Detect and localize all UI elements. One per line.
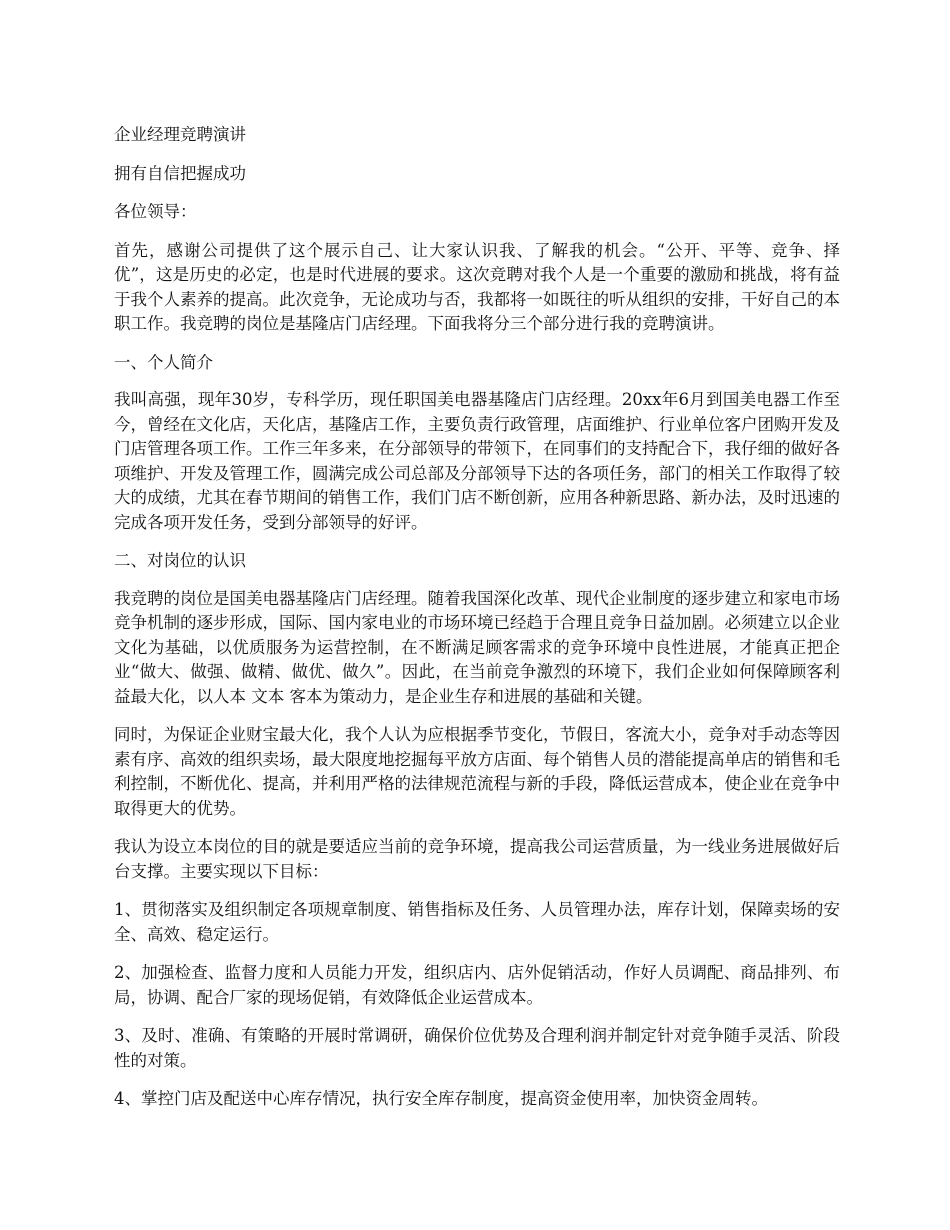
section-heading-position-understanding: 二、对岗位的认识: [114, 551, 246, 570]
personal-profile-paragraph: 我叫高强，现年30岁，专科学历，现任职国美电器基隆店门店经理。20xx年6月到国美电器工作至今，曾经在文化店，天化店，基隆店工作，主要负责行政管理，店面维护、行业单位客户团购开发及门店管理各项工作。工作三年多来，在分部领导的带领下，在同事们的支持配合下，我仔细的做好各项维护、开发及管理工作，圆满完成公司总部及分部领导下达的各项任务，部门的相关工作取得了较大的成绩，尤其在春节期间的销售工作，我们门店不断创新，应用各种新思路、新办法，及时迅速的完成各项开发任务，受到分部领导的好评。: [114, 390, 840, 532]
goal-item-1: 1、贯彻落实及组织制定各项规章制度、销售指标及任务、人员管理办法，库存计划，保障卖场的安全、高效、稳定运行。: [114, 900, 840, 944]
goal-item-2: 2、加强检查、监督力度和人员能力开发，组织店内、店外促销活动，作好人员调配、商品排列、布局，协调、配合厂家的现场促销，有效降低企业运营成本。: [114, 963, 840, 1007]
greeting: 各位领导：: [114, 202, 197, 221]
goal-item-4: 4、掌控门店及配送中心库存情况，执行安全库存制度，提高资金使用率，加快资金周转。: [114, 1089, 768, 1108]
document-body: [114, 123, 840, 1126]
document-title: 企业经理竞聘演讲: [114, 125, 246, 144]
position-paragraph-1: 我竞聘的岗位是国美电器基隆店门店经理。随着我国深化改革、现代企业制度的逐步建立和家电市场竞争机制的逐步形成，国际、国内家电业的市场环境已经趋于合理且竞争日益加剧。必须建立以企业文化为基础，以优质服务为运营控制，在不断满足顾客需求的竞争环境中良性进展，才能真正把企业“做大、做强、做精、做优、做久”。因此，在当前竞争激烈的环境下，我们企业如何保障顾客利益最大化，以人本 文本 客本为策动力，是企业生存和进展的基础和关键。: [114, 588, 840, 706]
position-paragraph-2: 同时，为保证企业财宝最大化，我个人认为应根据季节变化，节假日，客流大小，竞争对手动态等因素有序、高效的组织卖场，最大限度地挖掘每平放方店面、每个销售人员的潜能提高单店的销售和毛利控制，不断优化、提高，并利用严格的法律规范流程与新的手段，降低运营成本，使企业在竞争中取得更大的优势。: [114, 725, 840, 818]
goal-item-3: 3、及时、准确、有策略的开展时常调研，确保价位优势及合理利润并制定针对竞争随手灵活、阶段性的对策。: [114, 1026, 840, 1070]
section-heading-personal-profile: 一、个人简介: [114, 352, 213, 372]
intro-paragraph: 首先，感谢公司提供了这个展示自己、让大家认识我、了解我的机会。“公开、平等、竞争、择优”，这是历史的必定，也是时代进展的要求。这次竞聘对我个人是一个重要的激励和挑战，将有益于我个人素养的提高。此次竞争，无论成功与否，我都将一如既往的听从组织的安排，干好自己的本职工作。我竞聘的岗位是基隆店门店经理。下面我将分三个部分进行我的竞聘演讲。: [114, 240, 840, 333]
document-subtitle: 拥有自信把握成功: [114, 163, 246, 183]
position-paragraph-3: 我认为设立本岗位的目的就是要适应当前的竞争环境，提高我公司运营质量，为一线业务进展做好后台支撑。主要实现以下目标：: [114, 837, 840, 881]
